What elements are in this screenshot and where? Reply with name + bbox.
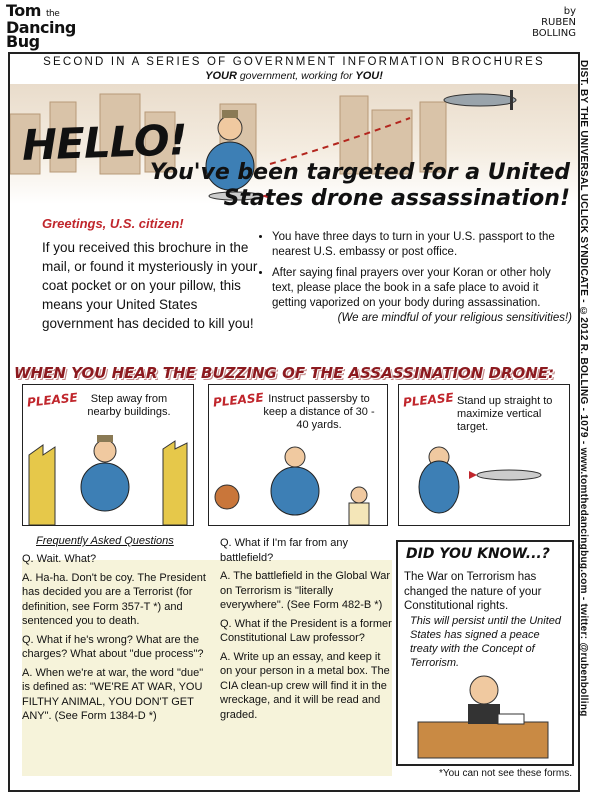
faq-entry: A. Write up an essay, and keep it on your person in a metal box. The CIA clean-up crew will find it in the wreckage, and it will be read and graded. [220,650,390,721]
faq-column-1 [22,552,214,728]
panel-passersby [208,384,388,526]
passerby-icon [215,485,239,509]
intro-text: If you received this brochure in the mail, or found it mysteriously in your coat pocket or on your pillow, this means your United States government has decided to kill you! [42,240,258,331]
faq-entry: A. Ha-ha. Don't be coy. The President has decided you are a Terrorist (for definition, see Form 357-T *) and sentenced you to death. [22,571,206,627]
official-figure-icon [468,676,500,724]
byline-last: BOLLING [532,28,576,39]
footnote: *You can not see these forms. [438,768,572,779]
drone-icon [444,90,516,110]
byline-by: by [563,6,576,17]
comic-logo [6,1,76,51]
instruction-text: After saying final prayers over your Koran or other holy text, please place the book in a safe place to avoid it getting vaporized on your body during assassination. [272,267,551,309]
did-you-know-italic: This will persist until the United States has signed a peace treaty with the Concept of Terrorism. [410,615,562,669]
please-label: PLEASE [26,390,79,410]
tagline-middle: government, working for [236,70,356,82]
faq-entry: Q. What if I'm far from any battlefield? [220,537,349,564]
tagline-you: YOU! [355,70,383,82]
syndicate-credit [576,60,598,788]
panel-text: Instruct passersby to keep a distance of 30 - 40 yards. [263,393,375,431]
instructions-list [262,230,572,332]
hello-heading: HELLO! [21,115,188,170]
credit-text: DIST. BY THE UNIVERSAL UCLICK SYNDICATE - ©2012 R. BOLLING - 1079 - www.tomthedancingbug.com - twitter: @rubenbolling [578,60,589,717]
did-you-know-text: The War on Terrorism has changed the nature of your Constitutional rights. [404,571,542,612]
faq-entry: Q. What if he's wrong? What are the charges? What about "due process"? [22,633,204,660]
logo-the: the [46,9,60,19]
instruction-item: • You have three days to turn in your U.S. passport to the nearest U.S. embassy or post office. [272,230,572,260]
instruction-item [272,266,572,326]
please-label: PLEASE [212,390,265,410]
logo-dancing: Dancing [6,18,76,37]
panel-stand-up [398,384,570,526]
faq-entry: Q. Wait. What? [22,553,97,565]
faq-column-2 [220,536,392,726]
byline-first: RUBEN [541,17,576,28]
tagline-your: YOUR [205,70,237,82]
targeted-headline: You've been targeted for a United States drone assassination! [149,160,570,211]
logo-tom: Tom [6,1,41,20]
series-title: SECOND IN A SERIES OF GOVERNMENT INFORMATION BROCHURES [43,56,545,68]
tagline [10,70,578,82]
man-figure-icon [81,435,129,511]
did-you-know-title: DID YOU KNOW...? [406,546,550,562]
faq-entry: Q. What if the President is a former Constitutional Law professor? [220,617,392,644]
faq-entry: A. The battlefield in the Global War on Terrorism is "literally everywhere". (See Form 482-B *) [220,570,390,611]
greeting: Greetings, U.S. citizen! [42,216,184,231]
please-label: PLEASE [402,390,455,410]
passerby-icon [351,487,367,503]
missile-icon [469,470,541,480]
panel-text: Stand up straight to maximize vertical target. [457,395,553,433]
faq-heading: Frequently Asked Questions [36,535,174,547]
instruction-note: (We are mindful of your religious sensitivities!) [337,312,572,324]
panel-step-away [22,384,194,526]
author-byline [532,6,576,39]
drone-heading: WHEN YOU HEAR THE BUZZING OF THE ASSASSINATION DRONE: [14,364,555,382]
panel-text: Step away from nearby buildings. [87,393,171,418]
logo-bug: Bug [6,32,40,51]
man-figure-icon [419,447,459,513]
man-figure-icon [271,447,319,515]
faq-entry: A. When we're at war, the word "due" is defined as: "WE'RE AT WAR, YOU FILTHY ANIMAL, YOU DON'T GET ANY". (See Form 1384-D *) [22,666,204,722]
